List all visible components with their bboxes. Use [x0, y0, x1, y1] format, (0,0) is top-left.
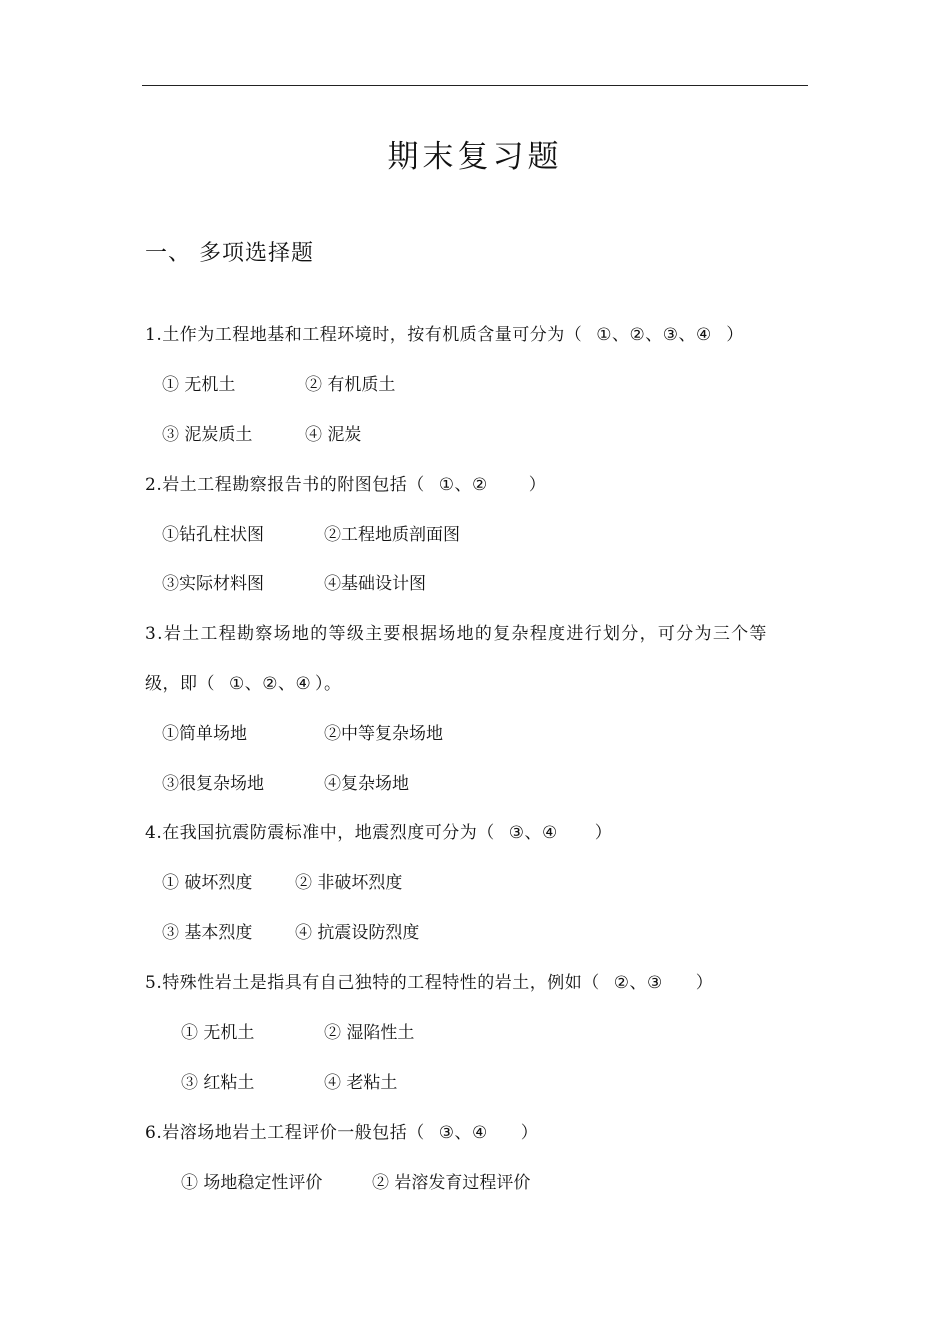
option: ③ 红粘土 — [181, 1073, 255, 1093]
question-answer: ①、② — [438, 475, 488, 495]
question-answer: ③、④ — [508, 823, 558, 843]
question-2 — [145, 471, 546, 499]
question-4 — [145, 819, 612, 847]
question-stem: 级，即（ — [145, 674, 215, 694]
question-stem: 2.岩土工程勘察报告书的附图包括（ — [145, 475, 425, 495]
question-answer: ③、④ — [438, 1123, 488, 1143]
option: ③ 基本烈度 — [162, 923, 253, 943]
question-close: ） — [695, 973, 714, 993]
option: ②工程地质剖面图 — [324, 525, 460, 545]
option: ④ 泥炭 — [305, 425, 362, 445]
question-answer: ②、③ — [613, 973, 663, 993]
option: ④复杂场地 — [324, 774, 409, 794]
option: ④ 老粘土 — [324, 1073, 398, 1093]
question-close: ） — [726, 325, 744, 345]
option: ④ 抗震设防烈度 — [295, 923, 420, 943]
question-close: ） — [594, 823, 613, 843]
option: ③实际材料图 — [162, 574, 264, 594]
option: ② 湿陷性土 — [324, 1023, 415, 1043]
option: ① 破坏烈度 — [162, 873, 253, 893]
question-3 — [145, 620, 768, 648]
section-heading: 一、 多项选择题 — [145, 241, 314, 266]
question-answer: ①、②、③、④ — [596, 325, 712, 345]
question-close: ） — [520, 1123, 539, 1143]
option: ② 有机质土 — [305, 375, 396, 395]
question-stem: 3.岩土工程勘察场地的等级主要根据场地的复杂程度进行划分，可分为三个等 — [145, 624, 768, 644]
option: ① 无机土 — [181, 1023, 255, 1043]
page-title: 期末复习题 — [387, 139, 563, 175]
question-1 — [145, 321, 744, 349]
question-stem: 1.土作为工程地基和工程环境时，按有机质含量可分为（ — [145, 325, 583, 345]
question-5 — [145, 969, 713, 997]
option: ③ 泥炭质土 — [162, 425, 253, 445]
header-rule — [142, 85, 808, 86]
option: ② 岩溶发育过程评价 — [372, 1173, 531, 1193]
question-3-continued — [145, 670, 342, 698]
option: ① 场地稳定性评价 — [181, 1173, 323, 1193]
option: ① 无机土 — [162, 375, 236, 395]
question-stem: 4.在我国抗震防震标准中，地震烈度可分为（ — [145, 823, 495, 843]
option: ② 非破坏烈度 — [295, 873, 403, 893]
question-close: ）。 — [315, 674, 342, 694]
question-stem: 6.岩溶场地岩土工程评价一般包括（ — [145, 1123, 425, 1143]
option: ②中等复杂场地 — [324, 724, 443, 744]
question-answer: ①、②、④ — [229, 674, 312, 694]
question-close: ） — [528, 475, 547, 495]
question-6 — [145, 1119, 538, 1147]
option: ④基础设计图 — [324, 574, 426, 594]
question-stem: 5.特殊性岩土是指具有自己独特的工程特性的岩土，例如（ — [145, 973, 600, 993]
option: ①钻孔柱状图 — [162, 525, 264, 545]
option: ③很复杂场地 — [162, 774, 264, 794]
option: ①简单场地 — [162, 724, 247, 744]
